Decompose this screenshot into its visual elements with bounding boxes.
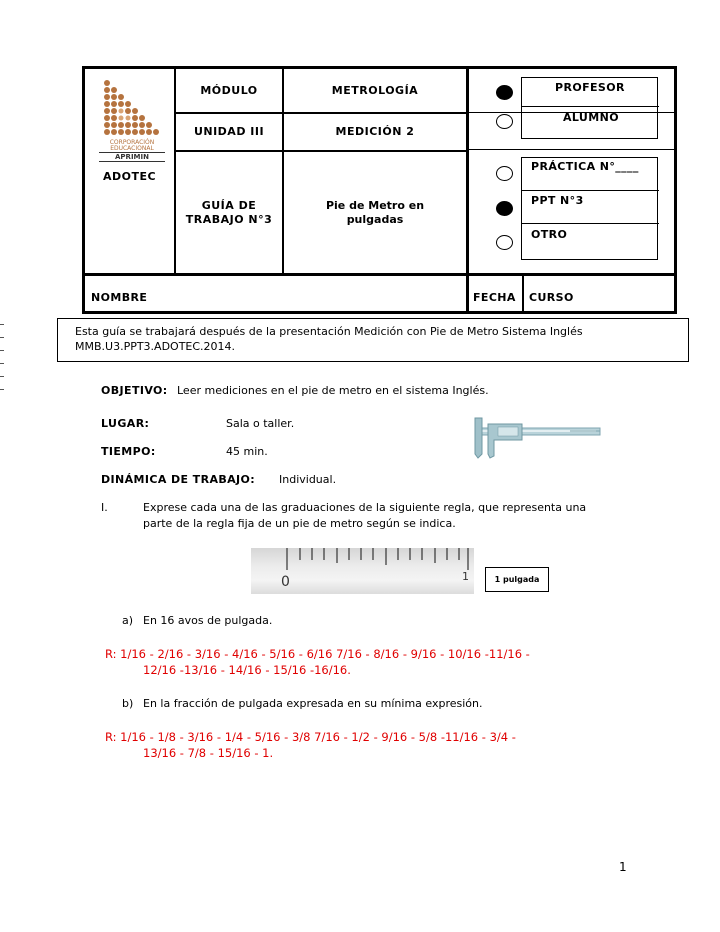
- logo-line: CORPORACIÓN: [109, 139, 155, 146]
- aprimin-logo: [99, 79, 165, 161]
- caliper-image: [470, 414, 602, 460]
- fecha-label: FECHA: [473, 291, 516, 304]
- margin-mark: [0, 337, 4, 338]
- logo-line: EDUCACIONAL: [110, 145, 154, 152]
- curso-label: CURSO: [529, 291, 574, 304]
- page-number: 1: [619, 860, 627, 874]
- unidad-label: UNIDAD III: [193, 125, 265, 138]
- tiempo-text: 45 min.: [226, 445, 268, 458]
- margin-mark: [0, 389, 4, 390]
- question-a-text: En 16 avos de pulgada.: [143, 614, 273, 627]
- ruler-image: [251, 548, 474, 594]
- tiempo-label: TIEMPO:: [101, 445, 156, 458]
- ruler-zero: 0: [281, 574, 290, 590]
- alumno-radio[interactable]: [496, 114, 513, 129]
- ruler-caption: 1 pulgada: [485, 567, 549, 592]
- margin-mark: [0, 376, 4, 377]
- question-a-label: a): [122, 614, 134, 627]
- dinamica-text: Individual.: [279, 473, 337, 486]
- profesor-label: PROFESOR: [555, 81, 625, 94]
- section-number: I.: [101, 501, 108, 514]
- otro-label: OTRO: [531, 228, 568, 241]
- guia-value: Pie de Metro en pulgadas: [325, 198, 425, 226]
- unidad-value: MEDICIÓN 2: [335, 125, 415, 138]
- answer-a-line: 12/16 -13/16 - 14/16 - 15/16 -16/16.: [143, 663, 351, 677]
- margin-mark: [0, 363, 4, 364]
- header-table: [82, 66, 677, 314]
- answer-a-line: R: 1/16 - 2/16 - 3/16 - 4/16 - 5/16 - 6/16 7/16 - 8/16 - 9/16 - 10/16 -11/16 -: [105, 647, 530, 661]
- ppt-radio[interactable]: [496, 201, 513, 216]
- note-box: [57, 318, 689, 362]
- ppt-label: PPT N°3: [531, 194, 584, 207]
- org-name: ADOTEC: [102, 170, 157, 183]
- question-b-label: b): [122, 697, 134, 710]
- dinamica-label: DINÁMICA DE TRABAJO:: [101, 473, 256, 486]
- otro-radio[interactable]: [496, 235, 513, 250]
- guia-label: GUÍA DE TRABAJO N°3: [185, 198, 273, 226]
- lugar-label: LUGAR:: [101, 417, 150, 430]
- nombre-label: NOMBRE: [91, 291, 148, 304]
- alumno-label: ALUMNO: [563, 111, 619, 124]
- margin-mark: [0, 324, 4, 325]
- answer-b-line: 13/16 - 7/8 - 15/16 - 1.: [143, 746, 274, 760]
- objetivo-text: Leer mediciones en el pie de metro en el sistema Inglés.: [177, 384, 489, 397]
- modulo-value: METROLOGÍA: [331, 83, 419, 97]
- practica-label: PRÁCTICA N°____: [531, 160, 639, 173]
- note-line: MMB.U3.PPT3.ADOTEC.2014.: [75, 340, 236, 353]
- section-text: Exprese cada una de las graduaciones de la siguiente regla, que representa una: [143, 501, 587, 514]
- objetivo-label: OBJETIVO:: [101, 384, 168, 397]
- section-text: parte de la regla fija de un pie de metro según se indica.: [143, 517, 456, 530]
- practica-radio[interactable]: [496, 166, 513, 181]
- logo-brand: APRIMIN: [99, 152, 165, 162]
- profesor-radio[interactable]: [496, 85, 513, 100]
- ruler-one: 1: [462, 570, 469, 583]
- modulo-label: MÓDULO: [200, 83, 258, 97]
- question-b-text: En la fracción de pulgada expresada en su mínima expresión.: [143, 697, 483, 710]
- lugar-text: Sala o taller.: [226, 417, 295, 430]
- answer-b-line: R: 1/16 - 1/8 - 3/16 - 1/4 - 5/16 - 3/8 7/16 - 1/2 - 9/16 - 5/8 -11/16 - 3/4 -: [105, 730, 516, 744]
- margin-mark: [0, 350, 4, 351]
- note-line: Esta guía se trabajará después de la presentación Medición con Pie de Metro Sistema Inglés: [75, 325, 583, 338]
